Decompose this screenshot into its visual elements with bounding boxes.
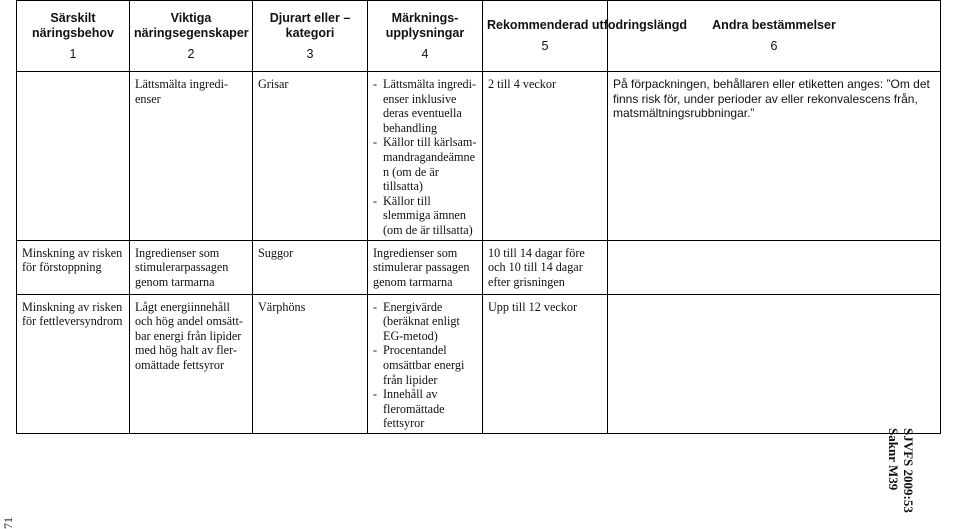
page-number: 71 <box>1 517 15 529</box>
cell-need <box>17 72 130 241</box>
case-number: Saknr M39 <box>886 428 901 491</box>
header-need: Särskilt näringsbehov 1 <box>17 1 130 72</box>
cell-need: Minskning av risken för fettleversyndrom <box>17 294 130 433</box>
list-item: - Källor till kärlsam-mandragandeämne n (om de är tillsatta) <box>373 135 477 193</box>
header-labelling: Märknings- upplysningar 4 <box>368 1 483 72</box>
cell-properties: Ingredienser som stimulerarpassagen genom tarmarna <box>130 240 253 294</box>
regulation-code <box>886 428 916 513</box>
list-item: - Procentandel omsättbar energi från lipider <box>373 343 477 387</box>
table-row <box>17 294 941 433</box>
list-item: - Energivärde (beräknat enligt EG-metod) <box>373 300 477 344</box>
list-item: - Lättsmälta ingredi-enser inklusive deras eventuella behandling <box>373 77 477 135</box>
cell-other <box>608 294 941 433</box>
cell-species: Värphöns <box>253 294 368 433</box>
cell-duration: 10 till 14 dagar före och 10 till 14 dagar efter grisningen <box>483 240 608 294</box>
cell-labelling <box>368 72 483 241</box>
cell-need: Minskning av risken för förstoppning <box>17 240 130 294</box>
labelling-list <box>373 300 477 431</box>
list-item: - Källor till slemmiga ämnen (om de är tillsatta) <box>373 194 477 238</box>
list-item: - Innehåll av fleromättade fettsyror <box>373 387 477 431</box>
cell-labelling <box>368 294 483 433</box>
header-properties: Viktiga näringsegenskaper 2 <box>130 1 253 72</box>
regulation-id: SJVFS 2009:53 <box>901 428 916 513</box>
header-row <box>17 1 941 72</box>
header-other: Andra bestämmelser 6 <box>608 1 941 72</box>
cell-properties: Lågt energiinnehåll och hög andel omsätt-bar energi från lipider med hög halt av fler-omättade fettsyror <box>130 294 253 433</box>
cell-species: Suggor <box>253 240 368 294</box>
header-duration: Rekommenderad utfodringslängd 5 <box>483 1 608 72</box>
cell-species: Grisar <box>253 72 368 241</box>
cell-labelling: Ingredienser som stimulerar passagen genom tarmarna <box>368 240 483 294</box>
nutrition-table <box>16 0 941 434</box>
cell-other: På förpackningen, behållaren eller etiketten anges: ”Om det finns risk för, under perioder av eller rekonvalescens från, matsmältningsrubbningar.” <box>608 72 941 241</box>
cell-duration: 2 till 4 veckor <box>483 72 608 241</box>
table-row <box>17 72 941 241</box>
header-species: Djurart eller – kategori 3 <box>253 1 368 72</box>
cell-other <box>608 240 941 294</box>
labelling-list <box>373 77 477 238</box>
cell-duration: Upp till 12 veckor <box>483 294 608 433</box>
table-row <box>17 240 941 294</box>
cell-properties: Lättsmälta ingredi-enser <box>130 72 253 241</box>
